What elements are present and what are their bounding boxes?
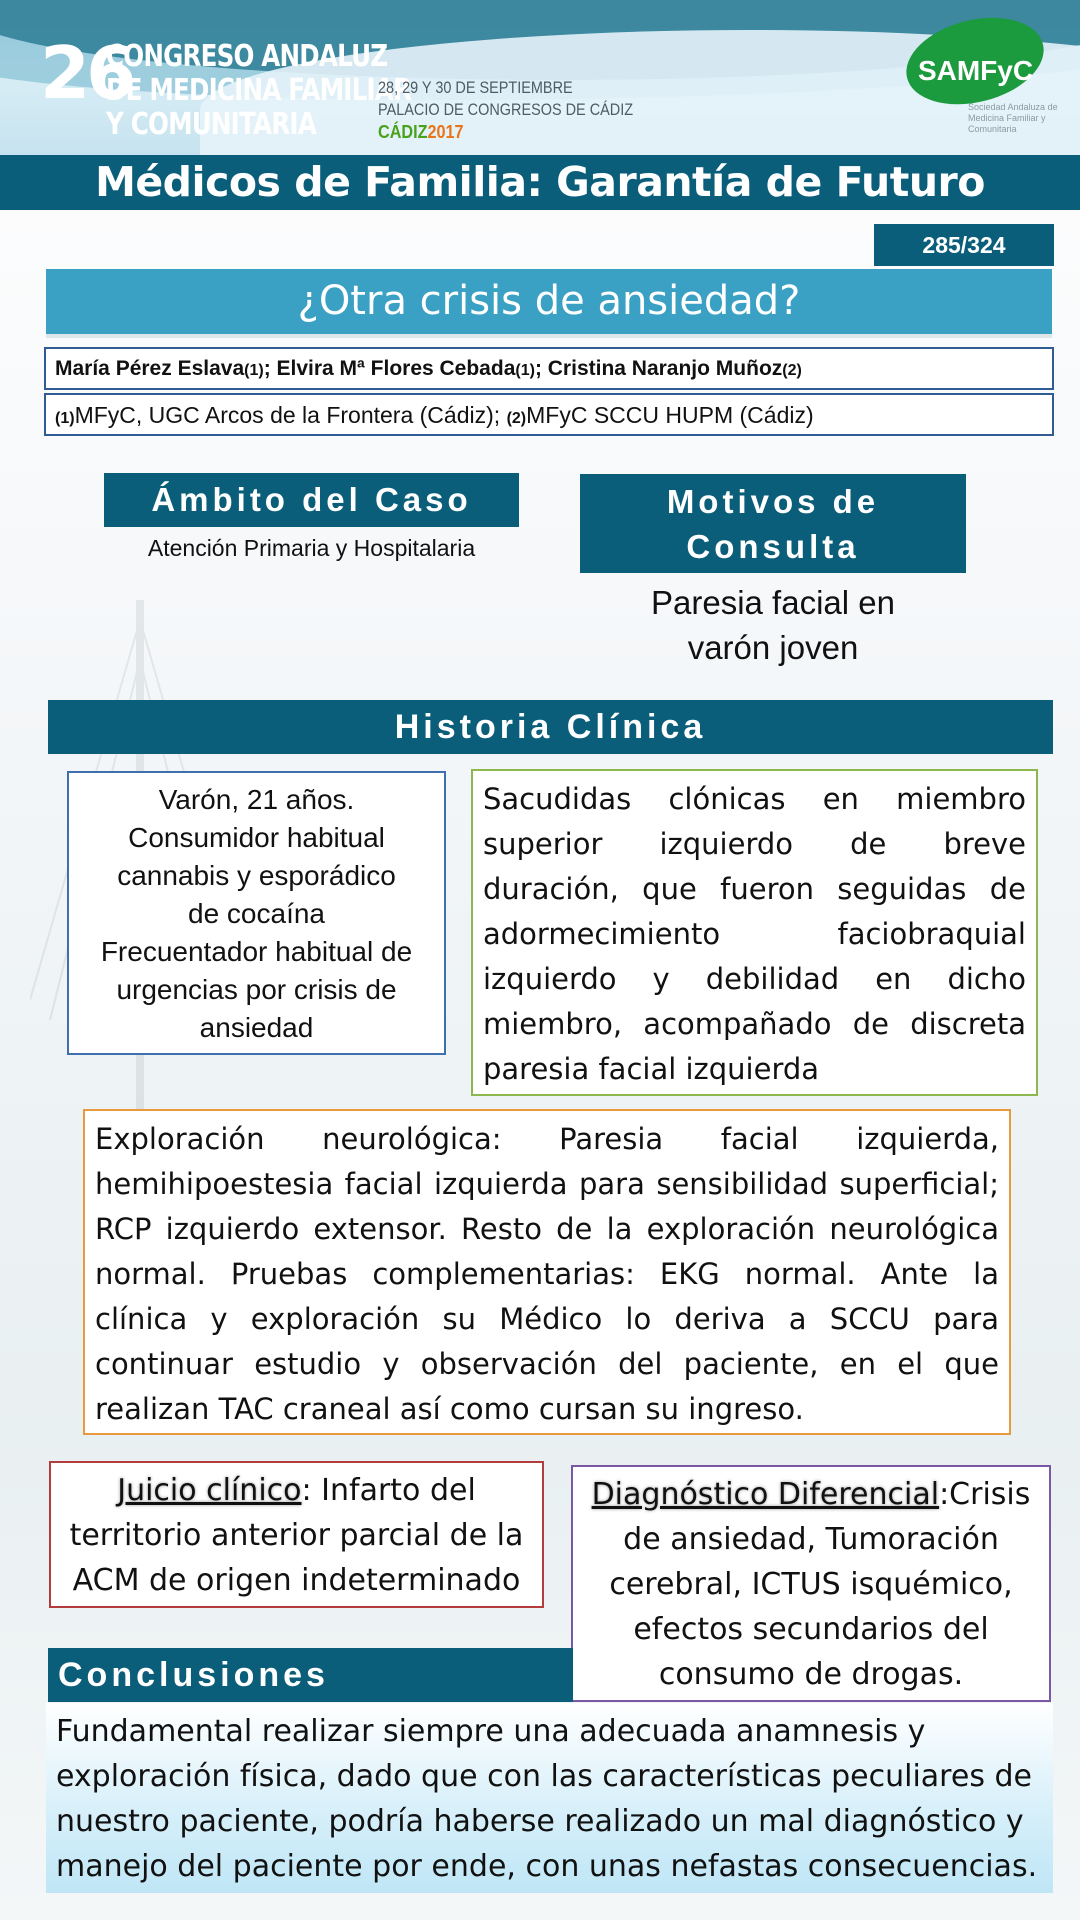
event-city-name: CÁDIZ <box>378 122 428 142</box>
exploration-box: Exploración neurológica: Paresia facial izquierda, hemihipoestesia facial izquierda para sensibilidad superficial; RCP izquierdo extensor. Resto de la exploración neurológica normal. Pruebas complementarias: EKG normal. Ante la clínica y exploración su Médico lo deriva a SCCU para continuar estudio y observación del paciente, en el que realizan TAC craneal así como cursan su ingreso. <box>83 1109 1011 1435</box>
juicio-clinico-label: Juicio clínico <box>117 1473 302 1508</box>
congress-name-line1: CONGRESO ANDALUZ <box>106 39 388 74</box>
motivos-header-line: Consulta <box>686 528 860 565</box>
author-name: María Pérez Eslava <box>55 357 245 380</box>
patient-line: Consumidor habitual <box>128 822 385 853</box>
affiliation-ref: (1) <box>55 410 75 427</box>
motivos-text <box>580 580 966 670</box>
patient-line: Frecuentador habitual de <box>100 936 413 967</box>
symptoms-box: Sacudidas clónicas en miembro superior izquierdo de breve duración, que fueron seguidas de adormecimiento faciobraquial izquierdo y debilidad en dicho miembro, acompañado de discreta paresia facial izquierda <box>471 769 1038 1096</box>
case-title: ¿Otra crisis de ansiedad? <box>46 269 1052 334</box>
author-separator: ; <box>534 357 548 380</box>
diagnostico-diferencial-text: :Crisis de ansiedad, Tumoración cerebral, ICTUS isquémico, efectos secundarios del consumo de drogas. <box>609 1477 1031 1692</box>
conclusiones-box: Fundamental realizar siempre una adecuada anamnesis y exploración física, dado que con las características peculiares de nuestro paciente, podría haberse realizado un mal diagnóstico y manejo del paciente por ende, con unas nefastas consecuencias. <box>46 1703 1053 1893</box>
affiliation-ref: (2) <box>506 410 527 427</box>
juicio-clinico-text: : Infarto del territorio anterior parcial de la ACM de origen indeterminado <box>69 1473 524 1598</box>
juicio-clinico-box <box>49 1461 544 1608</box>
congress-name-line2: DE MEDICINA FAMILIAR <box>106 73 412 108</box>
diagnostico-diferencial-box <box>571 1465 1051 1702</box>
patient-line: urgencias por crisis de <box>116 974 397 1005</box>
patient-line: Varón, 21 años. <box>158 784 355 815</box>
motivos-header <box>580 474 966 573</box>
motivos-text-line: Paresia facial en <box>651 584 895 621</box>
patient-line: cannabis y esporádico <box>117 860 396 891</box>
patient-line: de cocaína <box>188 898 325 929</box>
event-venue: PALACIO DE CONGRESOS DE CÁDIZ <box>378 100 634 119</box>
author-name: Cristina Naranjo Muñoz <box>547 357 783 380</box>
author-ref: (1) <box>244 362 264 379</box>
author-ref: (1) <box>515 362 535 379</box>
author-ref: (2) <box>782 362 802 379</box>
motivos-header-line: Motivos de <box>666 483 880 520</box>
author-separator: ; <box>263 357 277 380</box>
samfyc-logo-subtitle: Sociedad Andaluza de Medicina Familiar y Comunitaria <box>968 102 1058 134</box>
event-year: 2017 <box>427 122 464 142</box>
ambito-header: Ámbito del Caso <box>104 473 519 527</box>
ambito-text: Atención Primaria y Hospitalaria <box>147 535 476 561</box>
samfyc-logo-text: SAMFyC <box>917 55 1034 86</box>
authors-box <box>44 347 1054 390</box>
conclusiones-header: Conclusiones <box>48 1648 573 1702</box>
historia-clinica-header: Historia Clínica <box>48 700 1053 754</box>
affiliations-box <box>44 393 1054 436</box>
affiliation-text: MFyC SCCU HUPM (Cádiz) <box>526 402 814 428</box>
main-title: Médicos de Familia: Garantía de Futuro <box>95 158 985 206</box>
event-city <box>378 122 464 143</box>
author-name: Elvira Mª Flores Cebada <box>276 357 516 380</box>
poster-number: 285/324 <box>874 224 1054 266</box>
diagnostico-diferencial-label: Diagnóstico Diferencial <box>591 1477 940 1512</box>
affiliation-text: MFyC, UGC Arcos de la Frontera (Cádiz); <box>74 402 507 428</box>
event-dates: 28, 29 Y 30 DE SEPTIEMBRE <box>378 78 573 97</box>
patient-profile-box <box>67 771 446 1055</box>
motivos-text-line: varón joven <box>687 629 859 666</box>
congress-number: 26 <box>40 31 133 115</box>
patient-line: ansiedad <box>199 1012 314 1043</box>
congress-name-line3: Y COMUNITARIA <box>106 107 316 142</box>
